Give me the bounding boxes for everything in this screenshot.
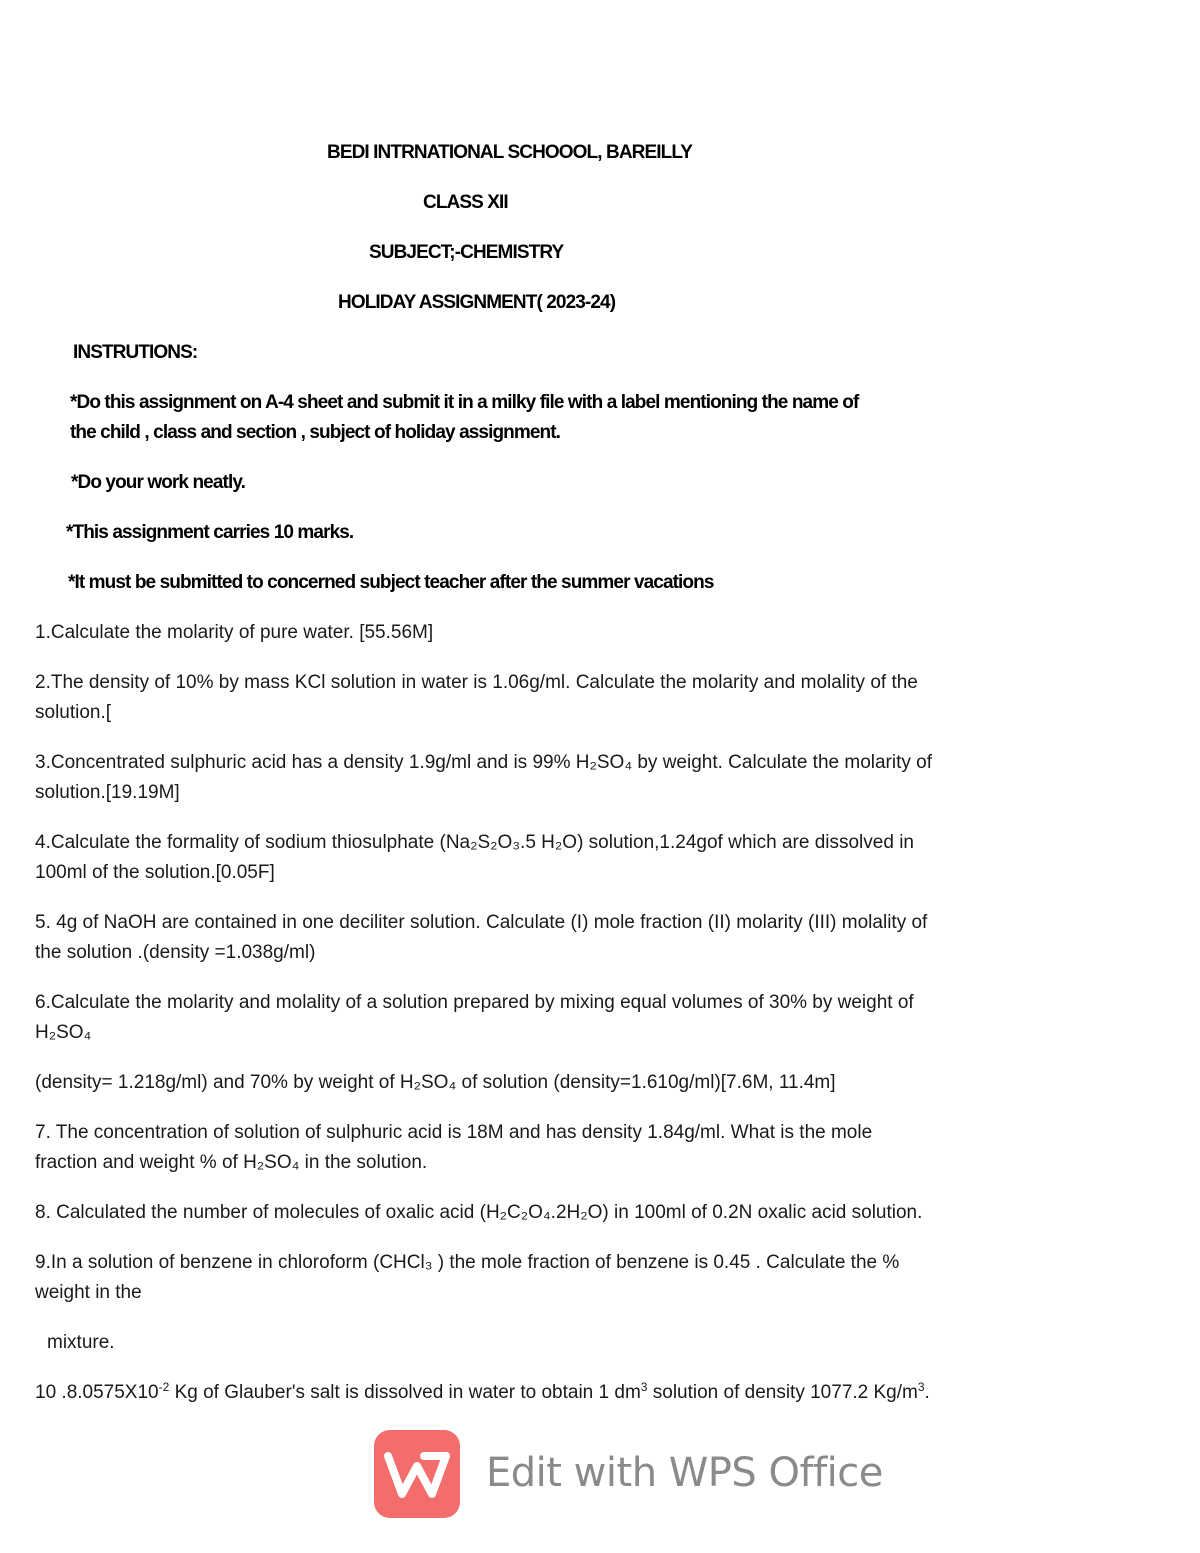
q10-text: 10 .8.0575X10 bbox=[35, 1382, 159, 1403]
q10-text: Kg of Glauber's salt is dissolved in water to obtain 1 dm bbox=[169, 1382, 641, 1403]
exponent: 3 bbox=[640, 1380, 648, 1394]
instruction-item: *Do your work neatly. bbox=[71, 472, 245, 493]
q10-text: . bbox=[924, 1382, 930, 1403]
question-2: 2.The density of 10% by mass KCl solution in water is 1.06g/ml. Calculate the molarity and molality of the bbox=[35, 672, 918, 693]
instruction-item: *It must be submitted to concerned subject teacher after the summer vacations bbox=[68, 572, 714, 593]
question-7: 7. The concentration of solution of sulphuric acid is 18M and has density 1.84g/ml. What is the mole bbox=[35, 1122, 873, 1143]
q9-text: ) the mole fraction of benzene is 0.45 . Calculate the % bbox=[432, 1252, 900, 1273]
q8-text: 8. Calculated the number of molecules of oxalic acid ( bbox=[35, 1202, 486, 1223]
assignment-title: HOLIDAY ASSIGNMENT( 2023-24) bbox=[338, 292, 616, 313]
q4-text: ) solution,1.24gof which are dissolved in bbox=[577, 832, 914, 853]
instruction-item: *Do this assignment on A-4 sheet and submit it in a milky file with a label mentioning the name of bbox=[70, 392, 859, 413]
question-9-cont: weight in the bbox=[35, 1282, 142, 1303]
q8-text: ) in 100ml of 0.2N oxalic acid solution. bbox=[602, 1202, 923, 1223]
question-3-cont: solution.[19.19M] bbox=[35, 782, 180, 803]
formula: H₂SO₄ bbox=[575, 752, 633, 773]
formula: H₂SO₄ bbox=[399, 1072, 457, 1093]
question-10 bbox=[35, 1378, 930, 1408]
formula: H₂SO₄ bbox=[243, 1152, 300, 1173]
question-5-cont: the solution .(density =1.038g/ml) bbox=[35, 942, 316, 963]
question-1: 1.Calculate the molarity of pure water. [55.56M] bbox=[35, 622, 434, 643]
q7-text: fraction and weight % of bbox=[35, 1152, 244, 1173]
wps-logo-icon bbox=[374, 1430, 460, 1518]
exponent: 3 bbox=[917, 1380, 925, 1394]
question-7-cont bbox=[35, 1148, 427, 1178]
q9-text: 9.In a solution of benzene in chloroform ( bbox=[35, 1252, 380, 1273]
formula: Na₂S₂O₃.5 H₂O bbox=[445, 832, 578, 853]
question-8 bbox=[35, 1198, 922, 1228]
instruction-item: *This assignment carries 10 marks. bbox=[66, 522, 354, 543]
question-6: 6.Calculate the molarity and molality of a solution prepared by mixing equal volumes of 30% by weight of bbox=[35, 992, 914, 1013]
question-4-cont: 100ml of the solution.[0.05F] bbox=[35, 862, 275, 883]
formula: CHCl₃ bbox=[379, 1252, 433, 1273]
question-9 bbox=[35, 1248, 899, 1278]
question-5: 5. 4g of NaOH are contained in one deciliter solution. Calculate (I) mole fraction (II) molarity (III) molality of bbox=[35, 912, 928, 933]
wps-edit-label[interactable]: Edit with WPS Office bbox=[486, 1450, 883, 1496]
wps-watermark[interactable] bbox=[374, 1430, 883, 1518]
exponent: -2 bbox=[158, 1380, 170, 1394]
question-3 bbox=[35, 748, 932, 778]
class-label: CLASS XII bbox=[423, 192, 508, 213]
formula: H₂C₂O₄.2H₂O bbox=[485, 1202, 603, 1223]
q6-text: (density= 1.218g/ml) and 70% by weight of bbox=[35, 1072, 400, 1093]
instruction-item: the child , class and section , subject of holiday assignment. bbox=[70, 422, 561, 443]
question-6-formula: H₂SO₄ bbox=[35, 1022, 92, 1043]
question-4 bbox=[35, 828, 914, 858]
q7-text: in the solution. bbox=[299, 1152, 428, 1173]
school-name: BEDI INTRNATIONAL SCHOOOL, BAREILLY bbox=[327, 142, 693, 163]
q4-text: 4.Calculate the formality of sodium thiosulphate ( bbox=[35, 832, 446, 853]
q3-text: by weight. Calculate the molarity of bbox=[632, 752, 932, 773]
question-2-cont: solution.[ bbox=[35, 702, 112, 723]
subject-label: SUBJECT;-CHEMISTRY bbox=[369, 242, 564, 263]
q10-text: solution of density 1077.2 Kg/m bbox=[647, 1382, 918, 1403]
q6-text: of solution (density=1.610g/ml)[7.6M, 11.4m] bbox=[456, 1072, 836, 1093]
q3-text: 3.Concentrated sulphuric acid has a density 1.9g/ml and is 99% bbox=[35, 752, 576, 773]
instructions-heading: INSTRUTIONS: bbox=[73, 342, 198, 363]
question-6-cont bbox=[35, 1068, 836, 1098]
question-9-cont: mixture. bbox=[47, 1332, 115, 1353]
